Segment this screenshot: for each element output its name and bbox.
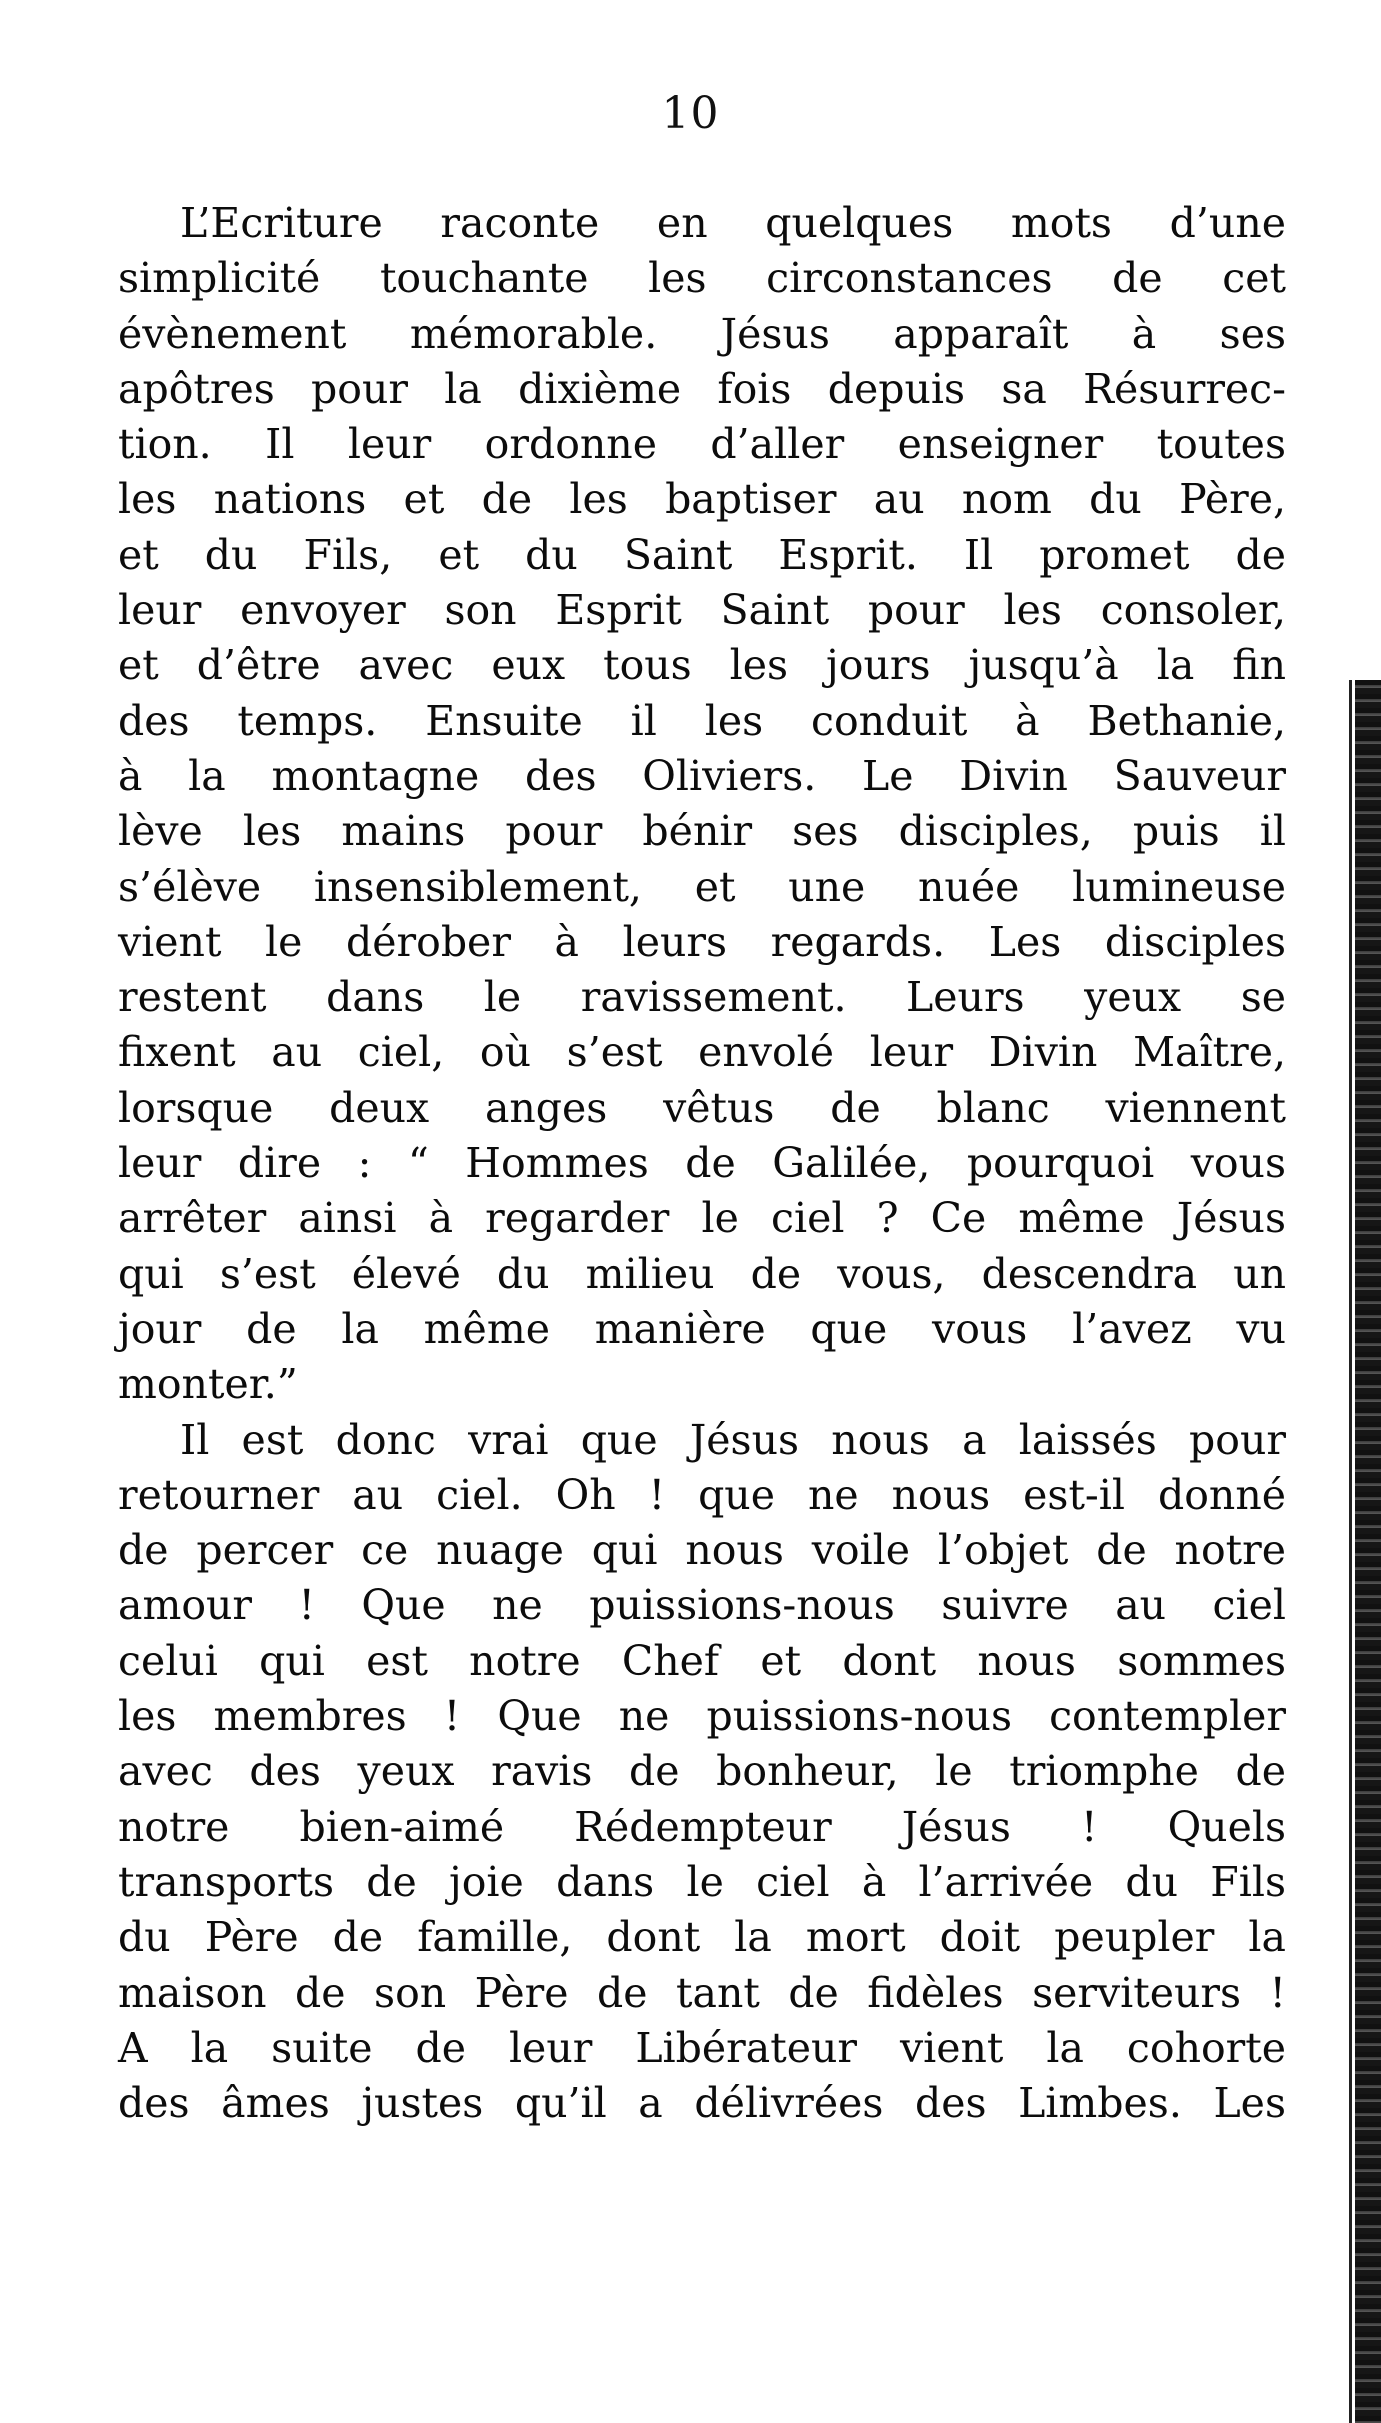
text-line: avec des yeux ravis de bonheur, le triomphe de: [118, 1747, 1286, 1796]
text-line: arrêter ainsi à regarder le ciel ? Ce même Jésus: [118, 1194, 1286, 1243]
text-line: les membres ! Que ne puissions-nous contempler: [118, 1692, 1286, 1741]
text-line: transports de joie dans le ciel à l’arrivée du Fils: [118, 1857, 1286, 1906]
text-line: simplicité touchante les circonstances de cet: [118, 254, 1286, 303]
text-line: A la suite de leur Libérateur vient la cohorte: [118, 2023, 1286, 2072]
text-line: de percer ce nuage qui nous voile l’objet de notre: [118, 1526, 1286, 1575]
text-line: évènement mémorable. Jésus apparaît à ses: [118, 309, 1286, 358]
text-line: et du Fils, et du Saint Esprit. Il promet de: [118, 530, 1286, 579]
text-line: restent dans le ravissement. Leurs yeux se: [118, 973, 1286, 1022]
text-line: à la montagne des Oliviers. Le Divin Sauveur: [118, 751, 1286, 800]
text-line: Il est donc vrai que Jésus nous a laissés pour: [180, 1415, 1286, 1464]
text-line: vient le dérober à leurs regards. Les disciples: [118, 917, 1286, 966]
page-edge-shadow: [1355, 680, 1381, 2423]
text-line: lève les mains pour bénir ses disciples, puis il: [118, 807, 1286, 856]
text-line: jour de la même manière que vous l’avez vu: [118, 1304, 1286, 1353]
text-line: monter.”: [118, 1360, 298, 1409]
text-line: des âmes justes qu’il a délivrées des Limbes. Les: [118, 2079, 1286, 2128]
text-line: et d’être avec eux tous les jours jusqu’à la fin: [118, 641, 1286, 690]
text-line: retourner au ciel. Oh ! que ne nous est-il donné: [118, 1470, 1286, 1519]
text-line: notre bien-aimé Rédempteur Jésus ! Quels: [118, 1802, 1286, 1851]
text-line: s’élève insensiblement, et une nuée lumineuse: [118, 862, 1286, 911]
text-line: lorsque deux anges vêtus de blanc viennent: [118, 1083, 1286, 1132]
text-line: L’Ecriture raconte en quelques mots d’une: [180, 199, 1286, 247]
page-number: 10: [661, 88, 720, 139]
text-line: fixent au ciel, où s’est envolé leur Divin Maître,: [118, 1028, 1286, 1077]
text-line: qui s’est élevé du milieu de vous, descendra un: [118, 1249, 1286, 1298]
text-line: du Père de famille, dont la mort doit peupler la: [118, 1913, 1286, 1962]
text-line: leur envoyer son Esprit Saint pour les consoler,: [118, 586, 1286, 635]
text-line: des temps. Ensuite il les conduit à Bethanie,: [118, 696, 1286, 745]
text-line: apôtres pour la dixième fois depuis sa Résurrec-: [118, 364, 1286, 413]
body-text: [118, 196, 1286, 2131]
text-line: amour ! Que ne puissions-nous suivre au ciel: [118, 1581, 1286, 1630]
text-line: les nations et de les baptiser au nom du Père,: [118, 475, 1286, 524]
text-line: celui qui est notre Chef et dont nous sommes: [118, 1636, 1286, 1685]
text-line: tion. Il leur ordonne d’aller enseigner toutes: [118, 420, 1286, 469]
page-edge-line: [1349, 680, 1352, 2423]
text-line: leur dire : “ Hommes de Galilée, pourquoi vous: [118, 1139, 1286, 1188]
text-line: maison de son Père de tant de fidèles serviteurs !: [118, 1968, 1286, 2017]
